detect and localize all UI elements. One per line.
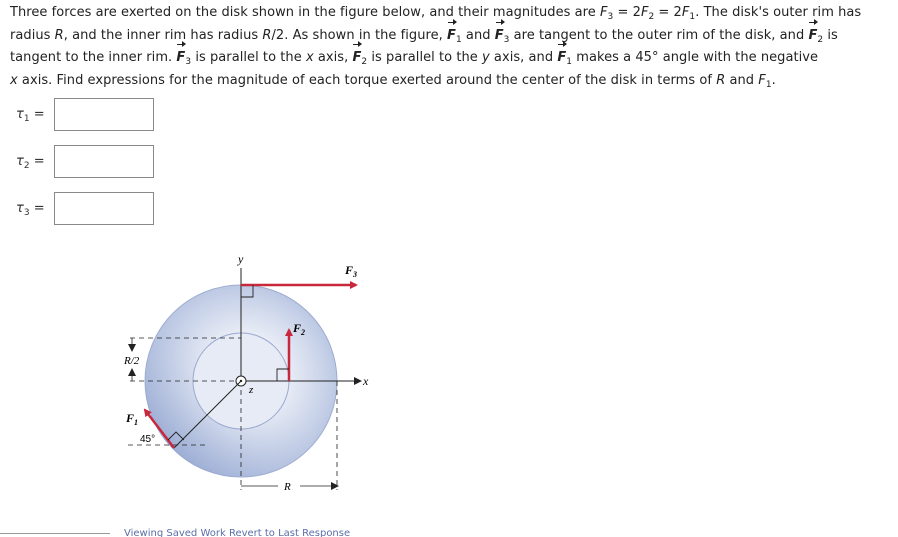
footer-divider — [0, 533, 110, 534]
f2-label: $F_2$ — [293, 321, 306, 337]
tau2-label: $\tau_2$ = — [16, 153, 45, 171]
tau3-input[interactable] — [54, 192, 154, 225]
problem-line-2: radius R, and the inner rim has radius R/2. As shown in the figure, $F_1$ and $F_3$ are tangent to the outer rim of the disk, and $F_2$ is — [10, 25, 890, 48]
problem-line-1: Three forces are exerted on the disk shown in the figure below, and their magnitudes are $F_3 = 2F_2 = 2F_1$. The disk's outer rim has — [10, 5, 862, 22]
z-axis-label: z — [249, 384, 254, 396]
half-radius-label: R/2 — [124, 355, 140, 367]
radius-label: R — [284, 481, 291, 493]
disk-figure — [110, 250, 390, 504]
footer-links[interactable]: Viewing Saved Work Revert to Last Response — [124, 528, 351, 537]
problem-line-3: tangent to the inner rim. $F_3$ is parallel to the x axis, $F_2$ is parallel to the y axis, and $F_1$ makes a 45° angle with the negative — [10, 47, 890, 70]
problem-line-4: x axis. Find expressions for the magnitude of each torque exerted around the center of the disk in terms of R and $F_1$. — [10, 72, 776, 90]
tau3-label: $\tau_3$ = — [16, 200, 45, 218]
f3-label: $F_3$ — [345, 263, 358, 279]
tau1-label: $\tau_1$ = — [16, 106, 45, 124]
tau1-input[interactable] — [54, 98, 154, 131]
disk-diagram — [110, 250, 390, 500]
tau2-input[interactable] — [54, 145, 154, 178]
y-axis-label: y — [238, 252, 244, 266]
angle-label: 45° — [140, 434, 156, 445]
answer-row-tau1 — [16, 96, 154, 132]
x-axis-label: x — [363, 374, 369, 388]
problem-statement — [10, 2, 890, 92]
f1-label: $F_1$ — [126, 411, 139, 427]
answer-row-tau2 — [16, 143, 154, 179]
answer-row-tau3 — [16, 190, 154, 226]
